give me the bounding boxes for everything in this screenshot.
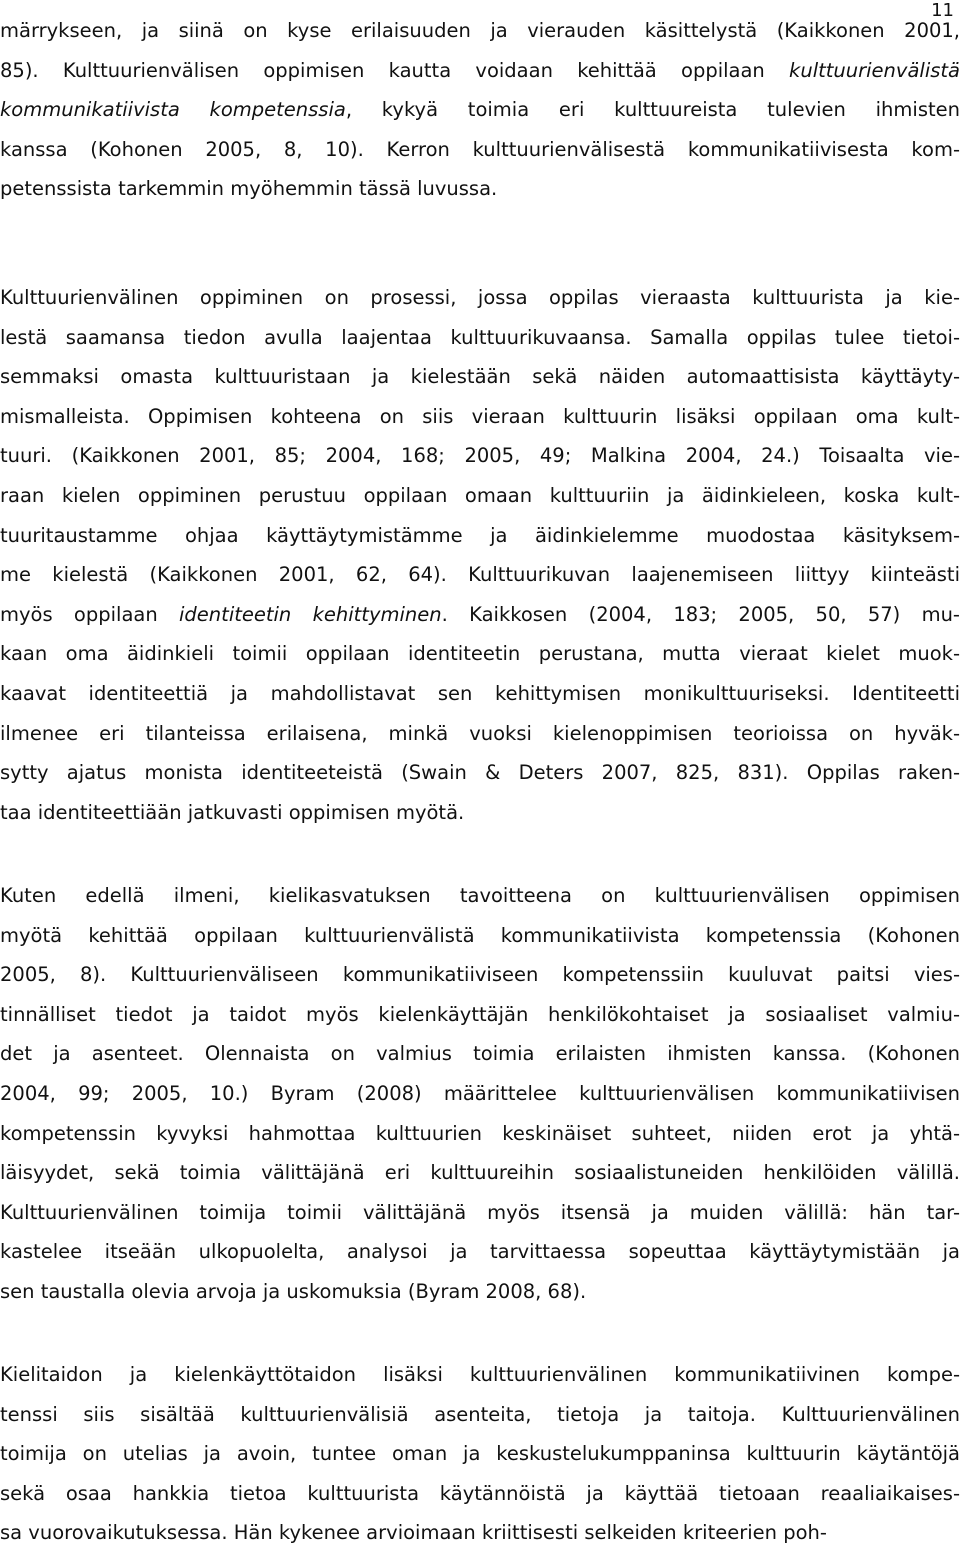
text-run: mismalleista. Oppimisen kohteena on siis vieraan kulttuurin lisäksi oppilaan oma kult-: [0, 404, 960, 428]
text-run: sen taustalla olevia arvoja ja uskomuksia (Byram 2008, 68).: [0, 1279, 587, 1303]
text-run: kompetenssin kyvyksi hahmottaa kulttuurien keskinäiset suhteet, niiden erot ja yhtä-: [0, 1121, 960, 1145]
text-run: , kykyä toimia eri kulttuureista tulevien ihmisten: [345, 98, 960, 122]
text-run: raan kielen oppiminen perustuu oppilaan omaan kulttuuriin ja äidinkieleen, koska kult-: [0, 483, 960, 507]
text-line: [0, 51, 960, 91]
paragraph-4: [0, 1355, 960, 1553]
text-line: [0, 1474, 960, 1514]
text-run: kanssa (Kohonen 2005, 8, 10). Kerron kulttuurienvälisestä kommunikatiivisesta kom-: [0, 137, 960, 161]
text-line: [0, 1513, 960, 1553]
text-line: [0, 555, 960, 595]
text-line: [0, 1434, 960, 1474]
paragraph-2: [0, 278, 960, 832]
text-run: läisyydet, sekä toimia välittäjänä eri kulttuureihin sosiaalistuneiden henkilöiden välillä.: [0, 1161, 960, 1185]
text-line: [0, 169, 960, 209]
text-run: Kuten edellä ilmeni, kielikasvatuksen tavoitteena on kulttuurienvälisen oppimisen: [0, 884, 960, 907]
text-run: det ja asenteet. Olennaista on valmius toimia erilaisten ihmisten kanssa. (Kohonen: [0, 1042, 960, 1066]
text-line: [0, 476, 960, 516]
text-run: sekä osaa hankkia tietoa kulttuurista käytännöistä ja käyttää tietoaan reaaliaikaises-: [0, 1481, 960, 1505]
text-line: [0, 397, 960, 437]
text-line: [0, 1074, 960, 1114]
text-run: sa vuorovaikutuksessa. Hän kykenee arvioimaan kriittisesti selkeiden kriteerien poh-: [0, 1521, 827, 1545]
text-line: [0, 995, 960, 1035]
text-line: [0, 1232, 960, 1272]
text-run: toimija on utelias ja avoin, tuntee oman ja keskustelukumppaninsa kulttuurin käytäntöjä: [0, 1442, 960, 1466]
text-line: [0, 130, 960, 170]
text-run: kaavat identiteettiä ja mahdollistavat sen kehittymisen monikulttuuriseksi. Identiteetti: [0, 681, 960, 705]
text-run: semmaksi omasta kulttuuristaan ja kielestään sekä näiden automaattisista käyttäyty-: [0, 365, 960, 389]
text-run: tuuritaustamme ohjaa käyttäytymistämme ja äidinkielemme muodostaa käsityksem-: [0, 523, 960, 547]
text-run: ilmenee eri tilanteissa erilaisena, minkä vuoksi kielenoppimisen teorioissa on hyväk-: [0, 721, 960, 745]
text-run: 2005, 8). Kulttuurienväliseen kommunikatiiviseen kompetenssiin kuuluvat paitsi vies-: [0, 963, 960, 987]
text-line: [0, 714, 960, 754]
text-line: [0, 516, 960, 556]
text-run: sytty ajatus monista identiteeteistä (Swain & Deters 2007, 825, 831). Oppilas raken-: [0, 761, 960, 785]
paragraph-1: [0, 11, 960, 209]
text-run: Kulttuurienvälinen toimija toimii välittäjänä myös itsensä ja muiden välillä: hän tar-: [0, 1200, 960, 1224]
text-run: me kielestä (Kaikkonen 2001, 62, 64). Kulttuurikuvan laajenemiseen liittyy kiinteästi: [0, 563, 960, 587]
text-run: identiteetin kehittyminen: [179, 602, 442, 626]
text-line: [0, 876, 960, 916]
text-run: myötä kehittää oppilaan kulttuurienvälistä kommunikatiivista kompetenssia (Kohonen: [0, 923, 960, 947]
text-line: [0, 278, 960, 318]
text-run: myös oppilaan: [0, 602, 180, 626]
text-line: [0, 1193, 960, 1233]
text-line: [0, 1114, 960, 1154]
text-run: kastelee itseään ulkopuolelta, analysoi ja tarvittaessa sopeuttaa käyttäytymistään ja: [0, 1240, 960, 1264]
text-line: [0, 1034, 960, 1074]
text-line: [0, 916, 960, 956]
text-line: [0, 595, 960, 635]
text-run: Kielitaidon ja kielenkäyttötaidon lisäksi kulttuurienvälinen kommunikatiivinen kompe-: [0, 1363, 960, 1386]
text-line: [0, 90, 960, 130]
text-line: [0, 1355, 960, 1395]
page-number: 11: [931, 0, 954, 21]
text-run: Kulttuurienvälinen oppiminen on prosessi, jossa oppilas vieraasta kulttuurista ja kie-: [0, 286, 960, 309]
text-line: [0, 753, 960, 793]
text-line: [0, 793, 960, 833]
text-run: tinnälliset tiedot ja taidot myös kielenkäyttäjän henkilökohtaiset ja sosiaaliset valmiu-: [0, 1002, 960, 1026]
text-line: [0, 674, 960, 714]
text-run: 2004, 99; 2005, 10.) Byram (2008) määrittelee kulttuurienvälisen kommunikatiivisen: [0, 1081, 960, 1105]
text-run: tenssi siis sisältää kulttuurienvälisiä asenteita, tietoja ja taitoja. Kulttuurienvälinen: [0, 1402, 960, 1426]
text-line: [0, 1272, 960, 1312]
text-run: lestä saamansa tiedon avulla laajentaa kulttuurikuvaansa. Samalla oppilas tulee tietoi-: [0, 325, 960, 349]
text-line: [0, 1395, 960, 1435]
text-run: 85). Kulttuurienvälisen oppimisen kautta voidaan kehittää oppilaan: [0, 58, 790, 82]
text-run: . Kaikkosen (2004, 183; 2005, 50, 57) mu-: [441, 602, 960, 626]
text-run: kulttuurienvälistä: [789, 58, 960, 82]
text-line: [0, 955, 960, 995]
text-line: [0, 436, 960, 476]
text-line: [0, 1153, 960, 1193]
text-line: [0, 318, 960, 358]
text-run: tuuri. (Kaikkonen 2001, 85; 2004, 168; 2005, 49; Malkina 2004, 24.) Toisaalta vie-: [0, 444, 960, 468]
text-run: kaan oma äidinkieli toimii oppilaan identiteetin perustana, mutta vieraat kielet muok-: [0, 642, 960, 666]
text-run: petenssista tarkemmin myöhemmin tässä luvussa.: [0, 177, 498, 201]
text-run: taa identiteettiään jatkuvasti oppimisen myötä.: [0, 800, 465, 824]
text-line: [0, 11, 960, 51]
text-line: [0, 634, 960, 674]
text-line: [0, 357, 960, 397]
text-run: märrykseen, ja siinä on kyse erilaisuuden ja vierauden käsittelystä (Kaikkonen 2001,: [0, 19, 960, 42]
text-run: kommunikatiivista kompetenssia: [0, 98, 346, 122]
paragraph-3: [0, 876, 960, 1312]
